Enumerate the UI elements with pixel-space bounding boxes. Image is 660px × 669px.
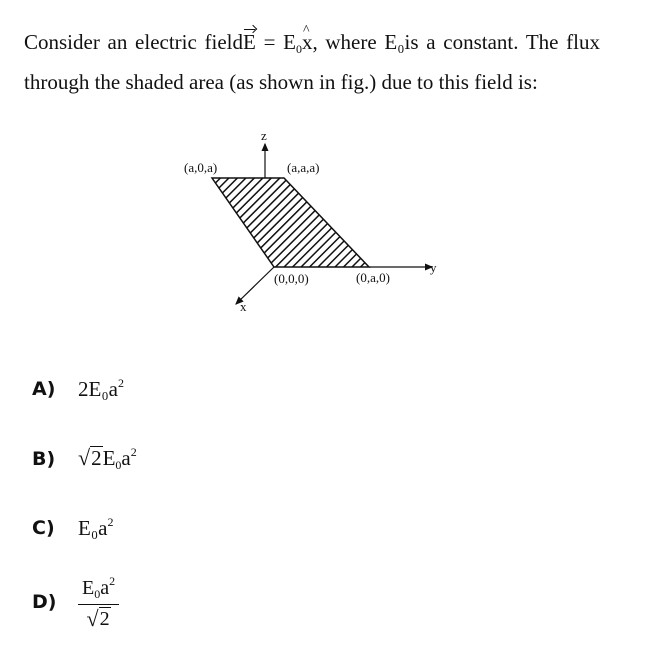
y-axis-label: y (430, 260, 437, 275)
option-d-denominator: √ 2 (86, 606, 110, 631)
question-part2: , where E₀is a constant. The flux through the shaded area (as shown in fig.) due to this field is: (24, 30, 601, 94)
field-equals: = E (263, 30, 296, 54)
option-b-letter: B) (32, 448, 56, 470)
field-subscript: 0 (295, 42, 302, 56)
x-axis-label: x (240, 299, 247, 314)
question-part1: Consider an electric field (24, 30, 244, 54)
corner-label-a0a: (a,0,a) (184, 160, 218, 175)
option-c-letter: C) (32, 517, 55, 539)
flux-figure (176, 128, 446, 318)
option-d-letter: D) (32, 591, 57, 613)
option-c[interactable] (32, 515, 113, 541)
figure-diagram (176, 128, 446, 318)
option-a-letter: A) (32, 378, 56, 400)
option-d[interactable] (32, 574, 119, 630)
option-b-text: √ 2 $E_0a^2$ (78, 445, 137, 472)
corner-label-aaa: (a,a,a) (287, 160, 320, 175)
corner-label-0a0: (0,a,0) (356, 270, 390, 285)
corner-label-000: (0,0,0) (274, 271, 309, 286)
field-vector-symbol: E (243, 26, 256, 59)
option-d-numerator: $E_0a^2$ (78, 574, 119, 605)
option-b[interactable] (32, 445, 137, 473)
x-hat: x ^ (302, 26, 313, 59)
option-a[interactable] (32, 376, 124, 402)
shaded-area (212, 178, 369, 267)
question-text (24, 26, 600, 99)
option-d-fraction (78, 574, 119, 630)
z-axis-label: z (261, 128, 267, 143)
option-c-text: $E_0a^2$ (78, 515, 114, 540)
option-a-text: $2E_0a^2$ (78, 376, 124, 401)
